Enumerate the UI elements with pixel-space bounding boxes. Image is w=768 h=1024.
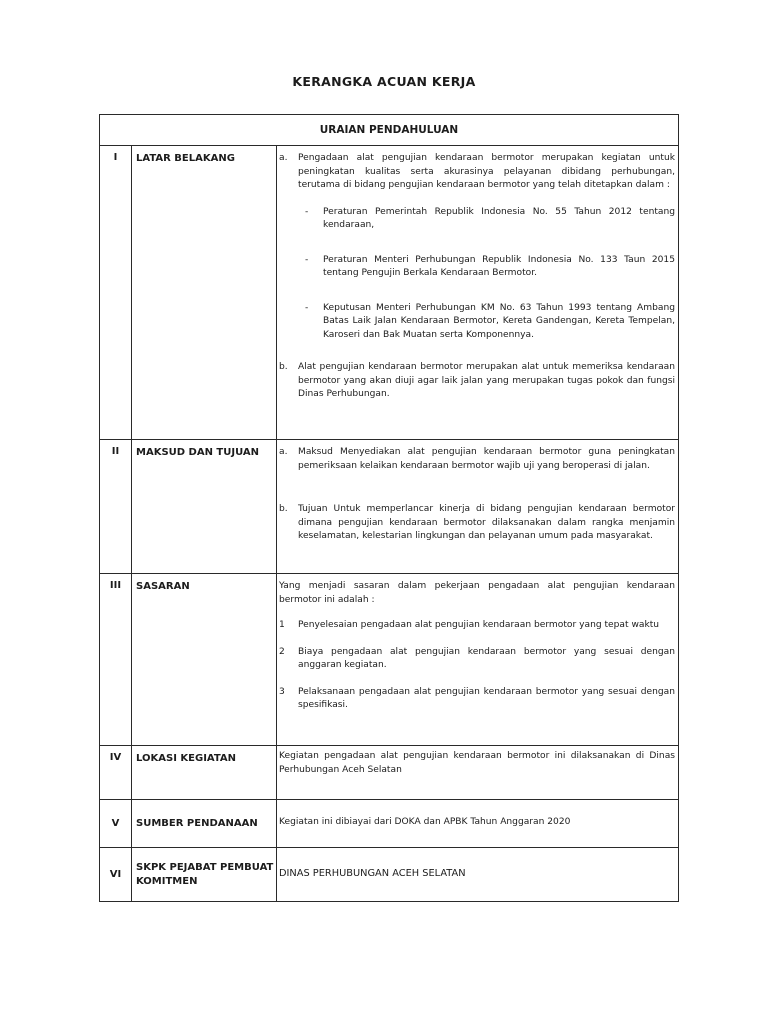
row-body bbox=[277, 574, 679, 746]
row-number: VI bbox=[100, 848, 132, 902]
list-item bbox=[279, 619, 675, 633]
item-marker: 1 bbox=[279, 620, 285, 630]
sub-item-marker: - bbox=[305, 302, 309, 313]
list-item bbox=[279, 446, 675, 473]
item-marker: b. bbox=[279, 504, 288, 514]
list-item bbox=[279, 503, 675, 544]
table-row bbox=[100, 746, 679, 800]
row-label: LATAR BELAKANG bbox=[132, 146, 277, 440]
row-label: SKPK PEJABAT PEMBUAT KOMITMEN bbox=[132, 848, 277, 902]
item-text: Tujuan Untuk memperlancar kinerja di bidang pengujian kendaraan bermotor dimana pengujian kendaraan bermotor dilaksanakan dalam rangka menjamin keselamatan, kelestarian lingkungan dan pelayanan umum pada masyarakat. bbox=[298, 504, 676, 541]
row-label: LOKASI KEGIATAN bbox=[132, 746, 277, 800]
item-marker: 2 bbox=[279, 646, 285, 657]
table-header-row bbox=[100, 115, 679, 146]
item-text: Alat pengujian kendaraan bermotor merupakan alat untuk memeriksa kendaraan bermotor yang akan diuji agar laik jalan yang merupakan tugas pokok dan fungsi Dinas Perhubungan. bbox=[298, 362, 676, 399]
sub-list-item bbox=[305, 206, 675, 233]
table-header: URAIAN PENDAHULUAN bbox=[100, 115, 679, 146]
item-marker: b. bbox=[279, 362, 288, 372]
table-row bbox=[100, 574, 679, 746]
row-number: III bbox=[100, 574, 132, 746]
row-label: MAKSUD DAN TUJUAN bbox=[132, 440, 277, 574]
list-item bbox=[279, 646, 675, 673]
table-row bbox=[100, 440, 679, 574]
sub-item-text: Keputusan Menteri Perhubungan KM No. 63 Tahun 1993 tentang Ambang Batas Laik Jalan Kendaraan Bermotor, Kereta Gandengan, Kereta Tempelan, Karoseri dan Bak Muatan serta Komponennya. bbox=[323, 302, 676, 340]
sub-item-text: Peraturan Menteri Perhubungan Republik Indonesia No. 133 Taun 2015 tentang Pengujin Berkala Kendaraan Bermotor. bbox=[323, 254, 676, 278]
list-item bbox=[279, 361, 675, 402]
row-body: Kegiatan pengadaan alat pengujian kendaraan bermotor ini dilaksanakan di Dinas Perhubungan Aceh Selatan bbox=[277, 746, 679, 800]
row-number: II bbox=[100, 440, 132, 574]
item-text: Biaya pengadaan alat pengujian kendaraan bermotor yang sesuai dengan anggaran kegiatan. bbox=[298, 646, 676, 670]
sub-item-marker: - bbox=[305, 206, 309, 217]
item-text: Pelaksanaan pengadaan alat pengujian kendaraan bermotor yang sesuai dengan spesifikasi. bbox=[298, 686, 676, 710]
list-item bbox=[279, 686, 675, 713]
row-label: SASARAN bbox=[132, 574, 277, 746]
item-text: Pengadaan alat pengujian kendaraan bermotor merupakan kegiatan untuk peningkatan kualitas serta akurasinya pelayanan dibidang perhubungan, terutama di bidang pengujian kendaraan bermotor yang telah ditetapkan dalam : bbox=[298, 153, 676, 190]
row-label: SUMBER PENDANAAN bbox=[132, 800, 277, 848]
row-body: Kegiatan ini dibiayai dari DOKA dan APBK Tahun Anggaran 2020 bbox=[277, 800, 679, 848]
table-row bbox=[100, 800, 679, 848]
item-marker: a. bbox=[279, 447, 288, 457]
row-body bbox=[277, 440, 679, 574]
list-item bbox=[279, 152, 675, 342]
row-intro: Yang menjadi sasaran dalam pekerjaan pengadaan alat pengujian kendaraan bermotor ini adalah : bbox=[279, 581, 676, 605]
table-row bbox=[100, 848, 679, 902]
kak-table bbox=[99, 114, 679, 902]
row-body: DINAS PERHUBUNGAN ACEH SELATAN bbox=[277, 848, 679, 902]
item-text: Penyelesaian pengadaan alat pengujian kendaraan bermotor yang tepat waktu bbox=[298, 620, 660, 630]
row-number: V bbox=[100, 800, 132, 848]
row-number: IV bbox=[100, 746, 132, 800]
row-body bbox=[277, 146, 679, 440]
document-title: KERANGKA ACUAN KERJA bbox=[292, 74, 476, 89]
table-row bbox=[100, 146, 679, 440]
item-marker: 3 bbox=[279, 686, 285, 697]
sub-list-item bbox=[305, 302, 675, 343]
sub-list-item bbox=[305, 254, 675, 281]
sub-item-marker: - bbox=[305, 254, 309, 265]
item-text: Maksud Menyediakan alat pengujian kendaraan bermotor guna peningkatan pemeriksaan kelaikan kendaraan bermotor wajib uji yang beroperasi di jalan. bbox=[298, 447, 676, 471]
row-number: I bbox=[100, 146, 132, 440]
item-marker: a. bbox=[279, 153, 288, 163]
sub-item-text: Peraturan Pemerintah Republik Indonesia No. 55 Tahun 2012 tentang kendaraan, bbox=[323, 206, 676, 230]
